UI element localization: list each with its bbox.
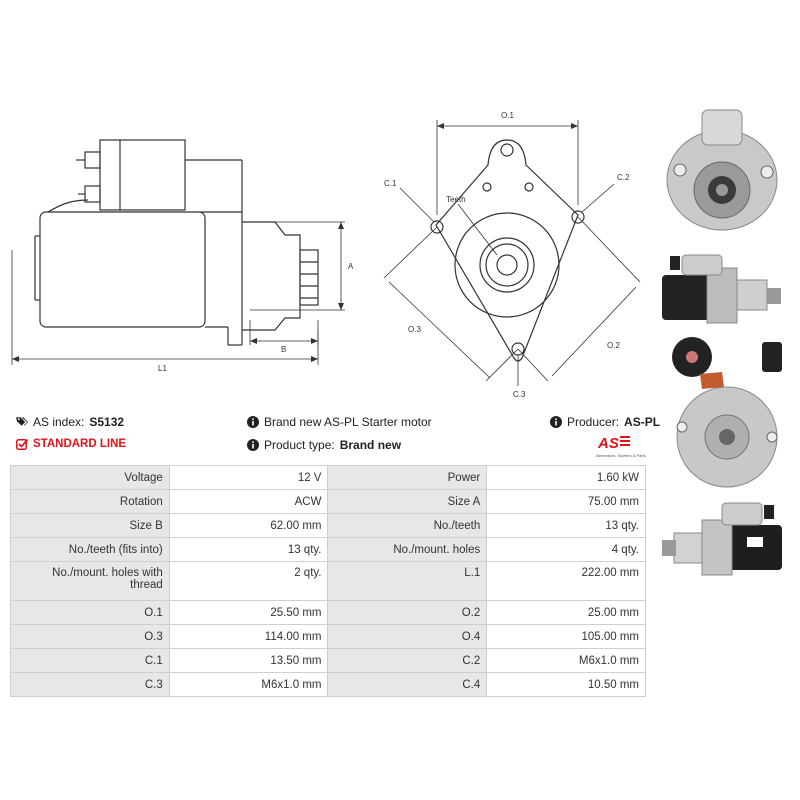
dim-o3-label: O.3	[408, 325, 421, 334]
description-text: Brand new AS-PL Starter motor	[264, 415, 432, 429]
spec-row	[11, 490, 646, 514]
spec-key: O.1	[11, 601, 170, 625]
technical-drawing	[0, 0, 660, 400]
producer	[550, 415, 660, 429]
spec-value: M6x1.0 mm	[487, 649, 646, 673]
product-photo-side[interactable]	[652, 250, 794, 330]
dim-b-label: B	[281, 345, 287, 354]
as-pl-logo	[596, 432, 648, 460]
spec-key: No./mount. holes	[328, 538, 487, 562]
checkbox-icon	[16, 438, 28, 450]
spec-key: L.1	[328, 562, 487, 601]
spec-value: 62.00 mm	[169, 514, 328, 538]
spec-key: O.2	[328, 601, 487, 625]
spec-row	[11, 649, 646, 673]
spec-value: 105.00 mm	[487, 625, 646, 649]
product-type-value: Brand new	[339, 438, 402, 452]
spec-key: Power	[328, 466, 487, 490]
spec-key: No./teeth	[328, 514, 487, 538]
as-index-value: S5132	[89, 415, 125, 429]
spec-key: Size A	[328, 490, 487, 514]
spec-value: 75.00 mm	[487, 490, 646, 514]
as-index-label: AS index:	[33, 415, 85, 429]
spec-value: 2 qty.	[169, 562, 328, 601]
info-circle-icon	[247, 416, 259, 428]
product-photo-rear[interactable]	[652, 332, 794, 492]
spec-key: C.4	[328, 673, 487, 697]
spec-key: O.3	[11, 625, 170, 649]
spec-key: O.4	[328, 625, 487, 649]
spec-row	[11, 625, 646, 649]
svg-text:AS: AS	[598, 435, 619, 452]
spec-key: No./teeth (fits into)	[11, 538, 170, 562]
dim-c1-label: C.1	[384, 179, 397, 188]
producer-label: Producer:	[567, 415, 620, 429]
spec-value: 222.00 mm	[487, 562, 646, 601]
spec-row	[11, 538, 646, 562]
info-circle-icon	[247, 439, 259, 451]
spec-row	[11, 673, 646, 697]
dim-c3-label: C.3	[513, 390, 526, 399]
spec-key: C.2	[328, 649, 487, 673]
spec-key: C.1	[11, 649, 170, 673]
dim-o1-label: O.1	[501, 111, 514, 120]
svg-text:Alternators, Starters & Parts: Alternators, Starters & Parts	[596, 453, 646, 458]
as-index	[16, 415, 124, 429]
teeth-label: Teeth	[446, 195, 466, 204]
tags-icon	[16, 416, 28, 428]
product-photo-angle[interactable]	[652, 495, 794, 585]
spec-value: 25.50 mm	[169, 601, 328, 625]
spec-key: Rotation	[11, 490, 170, 514]
spec-key: Size B	[11, 514, 170, 538]
spec-value: 25.00 mm	[487, 601, 646, 625]
spec-value: 10.50 mm	[487, 673, 646, 697]
spec-key: C.3	[11, 673, 170, 697]
product-description	[247, 415, 432, 429]
spec-row	[11, 466, 646, 490]
standard-line-text: STANDARD LINE	[33, 438, 127, 450]
spec-value: 1.60 kW	[487, 466, 646, 490]
standard-line	[16, 438, 126, 450]
dim-o2-label: O.2	[607, 341, 620, 350]
spec-value: 114.00 mm	[169, 625, 328, 649]
spec-table	[10, 465, 646, 697]
spec-value: M6x1.0 mm	[169, 673, 328, 697]
dim-l1-label: L1	[158, 364, 167, 373]
product-type	[247, 438, 401, 452]
spec-value: 13 qty.	[169, 538, 328, 562]
spec-row	[11, 514, 646, 538]
spec-value: 4 qty.	[487, 538, 646, 562]
product-type-label: Product type:	[264, 438, 335, 452]
spec-row	[11, 562, 646, 601]
spec-value: 13 qty.	[487, 514, 646, 538]
spec-value: ACW	[169, 490, 328, 514]
spec-key: Voltage	[11, 466, 170, 490]
spec-key: No./mount. holes with thread	[11, 562, 170, 601]
spec-value: 12 V	[169, 466, 328, 490]
spec-value: 13.50 mm	[169, 649, 328, 673]
info-circle-icon	[550, 416, 562, 428]
producer-value: AS-PL	[624, 415, 661, 429]
dim-c2-label: C.2	[617, 173, 630, 182]
spec-row	[11, 601, 646, 625]
dim-a-label: A	[348, 262, 354, 271]
product-photo-front[interactable]	[652, 100, 794, 250]
